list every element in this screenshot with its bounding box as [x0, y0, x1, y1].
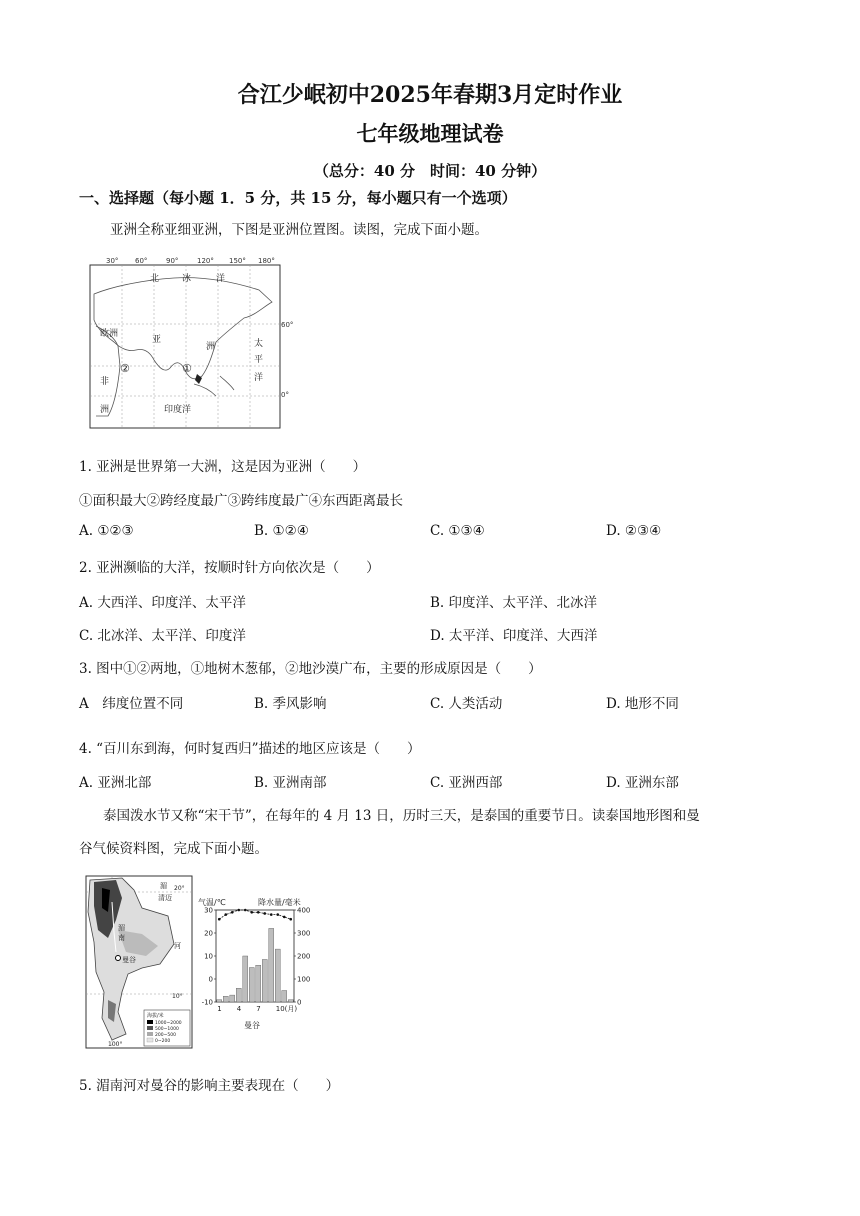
temperature-point — [289, 918, 292, 921]
q2-option-d[interactable]: D. 太平洋、印度洋、大西洋 — [430, 628, 598, 644]
chart-ytick-right: 0 — [297, 998, 302, 1007]
section-heading: 一、选择题（每小题 1．5 分，共 15 分，每小题只有一个选项） — [79, 189, 517, 207]
map1-label: 太 — [254, 339, 264, 349]
map1-label: 洲 — [100, 405, 110, 415]
legend-entry: 200~500 — [155, 1033, 176, 1038]
page-title: 合江少岷初中2025年春期3月定时作业 — [237, 82, 623, 108]
q3-option-a[interactable]: A 纬度位置不同 — [79, 696, 184, 712]
map2-lon-label: 100° — [108, 1041, 123, 1048]
map1-lat-label: 0° — [281, 391, 289, 399]
map1-label: 洋 — [216, 274, 226, 284]
precipitation-bar — [275, 949, 280, 1002]
chart-xtick: 4 — [236, 1005, 242, 1013]
q2-option-a[interactable]: A. 大西洋、印度洋、太平洋 — [79, 595, 246, 611]
chart-title: 曼谷 — [244, 1021, 260, 1030]
precipitation-bar — [262, 959, 267, 1002]
q1-option-b[interactable]: B. ①②④ — [254, 523, 309, 539]
map1-label: 平 — [254, 355, 264, 365]
chart-xtick: 1 — [217, 1005, 222, 1013]
intro-asia: 亚洲全称亚细亚洲，下图是亚洲位置图。读图，完成下面小题。 — [110, 222, 488, 238]
legend-title: 海拔/米 — [147, 1013, 164, 1019]
chart-ytick-right: 100 — [297, 975, 311, 984]
q2-option-b[interactable]: B. 印度洋、太平洋、北冰洋 — [430, 595, 598, 611]
q3-option-b[interactable]: B. 季风影响 — [254, 696, 327, 712]
temperature-point — [276, 913, 279, 916]
exam-meta: （总分：40 分 时间：40 分钟） — [313, 162, 547, 180]
map1-label: 非 — [100, 377, 110, 387]
question-3-stem: 3. 图中①②两地，①地树木葱郁，②地沙漠广布，主要的形成原因是（ ） — [79, 661, 542, 677]
map1-lon-label: 60° — [135, 257, 148, 265]
precipitation-bar — [223, 996, 228, 1002]
legend-entry: 0~200 — [155, 1039, 171, 1044]
intro-thailand-line2: 谷气候资料图，完成下面小题。 — [79, 841, 268, 857]
temperature-point — [218, 918, 221, 921]
map2-lat-label: 10° — [172, 993, 183, 1000]
chart-ytick-right: 200 — [297, 952, 311, 961]
legend-entry: 1000~2000 — [155, 1021, 182, 1026]
temperature-point — [250, 911, 253, 914]
chart-ytick-left: 20 — [204, 929, 213, 938]
precipitation-bar — [230, 995, 235, 1002]
map1-label: 欧洲 — [100, 329, 119, 339]
map1-label: ① — [182, 362, 192, 375]
question-1-stem: 1. 亚洲是世界第一大洲，这是因为亚洲（ ） — [79, 459, 367, 475]
temperature-point — [257, 911, 260, 914]
map1-lon-label: 120° — [197, 257, 214, 265]
chart-ytick-left: 0 — [208, 975, 213, 984]
question-2-stem: 2. 亚洲濒临的大洋，按顺时针方向依次是（ ） — [79, 560, 380, 576]
temperature-point — [231, 911, 234, 914]
q1-option-a[interactable]: A. ①②③ — [79, 523, 134, 539]
temperature-point — [237, 909, 240, 912]
asia-location-map — [84, 256, 294, 432]
q4-option-a[interactable]: A. 亚洲北部 — [79, 775, 152, 791]
precipitation-bar — [243, 956, 248, 1002]
map2-label: 曼谷 — [122, 956, 136, 964]
map2-label: 湄 — [160, 882, 167, 890]
map1-lon-label: 90° — [166, 257, 179, 265]
chart-ytick-right: 400 — [297, 906, 311, 915]
map2-lat-label: 20° — [174, 885, 185, 892]
precipitation-bar — [282, 991, 287, 1003]
q3-option-d[interactable]: D. 地形不同 — [606, 696, 679, 712]
question-5-stem: 5. 湄南河对曼谷的影响主要表现在（ ） — [79, 1078, 340, 1094]
map1-label: 洲 — [206, 342, 216, 352]
temperature-line — [219, 910, 291, 919]
precipitation-bar — [236, 988, 241, 1002]
precipitation-bar — [256, 965, 261, 1002]
q4-option-d[interactable]: D. 亚洲东部 — [606, 775, 679, 791]
page-subtitle: 七年级地理试卷 — [356, 121, 504, 146]
map1-lon-label: 150° — [229, 257, 246, 265]
q2-option-c[interactable]: C. 北冰洋、太平洋、印度洋 — [79, 628, 246, 644]
temperature-point — [283, 916, 286, 919]
map1-label: 印度洋 — [164, 405, 192, 415]
chart-plot-frame — [216, 910, 294, 1002]
temperature-point — [263, 912, 266, 915]
map1-lat-label: 60° — [281, 321, 294, 329]
map1-lon-label: 180° — [258, 257, 275, 265]
chart-ytick-left: 10 — [204, 952, 213, 961]
question-1-statements: ①面积最大②跨经度最广③跨纬度最广④东西距离最长 — [79, 493, 403, 509]
question-4-stem: 4. “百川东到海，何时复西归”描述的地区应该是（ ） — [79, 741, 421, 757]
temperature-point — [270, 913, 273, 916]
chart-ytick-left: 30 — [204, 906, 213, 915]
map1-label: 洋 — [254, 373, 264, 383]
q1-option-d[interactable]: D. ②③④ — [606, 523, 662, 539]
precipitation-bar — [249, 968, 254, 1003]
chart-ytick-right: 300 — [297, 929, 311, 938]
q3-option-c[interactable]: C. 人类活动 — [430, 696, 503, 712]
precipitation-bar — [288, 1000, 293, 1002]
precipitation-bar — [269, 928, 274, 1002]
legend-entry: 500~1000 — [155, 1027, 179, 1032]
chart-xtick: 10(月) — [275, 1005, 298, 1013]
map2-label: 河 — [174, 942, 181, 950]
map1-label: 亚 — [152, 335, 162, 345]
precipitation-bar — [217, 1000, 222, 1002]
temperature-point — [224, 913, 227, 916]
q4-option-c[interactable]: C. 亚洲西部 — [430, 775, 503, 791]
map2-legend — [144, 1010, 190, 1046]
chart-ytick-left: -10 — [201, 998, 213, 1007]
map1-label: 冰 — [182, 274, 192, 284]
temperature-point — [244, 909, 247, 912]
q4-option-b[interactable]: B. 亚洲南部 — [254, 775, 327, 791]
chart-ylabel-left: 气温/℃ — [198, 898, 226, 907]
map2-label: 湄 — [118, 924, 125, 932]
map2-label: 清迈 — [158, 894, 172, 902]
q1-option-c[interactable]: C. ①③④ — [430, 523, 485, 539]
map1-lon-label: 30° — [106, 257, 119, 265]
intro-thailand-line1: 泰国泼水节又称“宋干节”，在每年的 4 月 13 日，历时三天，是泰国的重要节日。读泰国地形图和曼 — [103, 808, 700, 824]
thailand-terrain-map — [82, 872, 198, 1052]
bangkok-climate-chart — [196, 896, 326, 1032]
map2-label: 南 — [118, 934, 125, 942]
map1-label: 北 — [150, 274, 160, 284]
chart-xtick: 7 — [256, 1005, 261, 1013]
chart-ylabel-right: 降水量/毫米 — [258, 898, 301, 907]
map1-label: ② — [120, 362, 130, 375]
